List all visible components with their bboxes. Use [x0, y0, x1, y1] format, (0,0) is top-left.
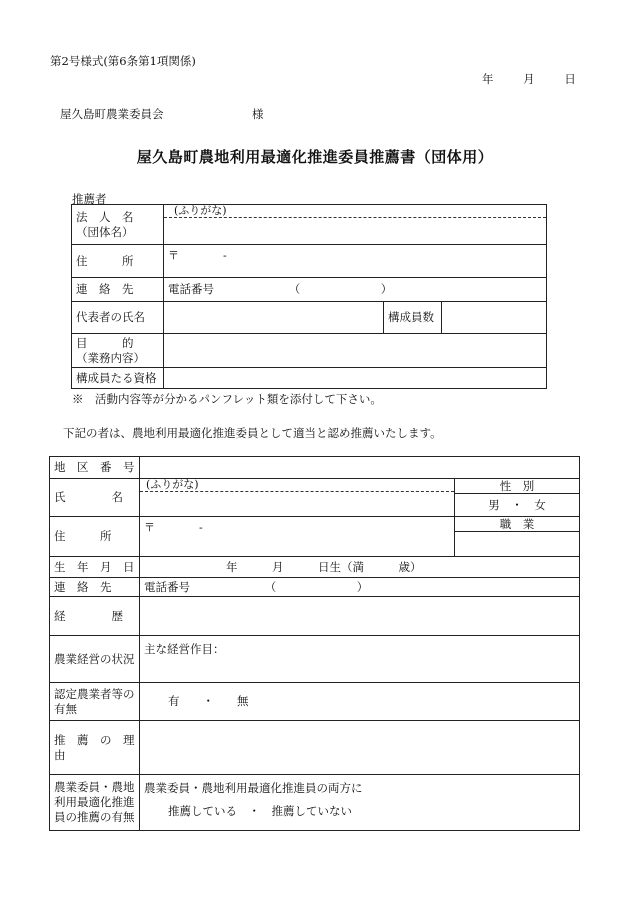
- org-address-label: 住 所: [72, 245, 164, 278]
- rep-name-field[interactable]: [164, 302, 384, 334]
- candidate-phone-field[interactable]: 電話番号 （ ）: [140, 578, 580, 597]
- date-month: 月: [523, 72, 535, 86]
- members-field[interactable]: [442, 302, 547, 334]
- dual-recommendation-field[interactable]: [140, 775, 580, 831]
- org-rep-row: [72, 302, 547, 334]
- org-address-row: [72, 245, 547, 278]
- reason-label: 推 薦 の 理 由: [50, 721, 140, 775]
- rep-name-label: 代表者の氏名: [72, 302, 164, 334]
- members-label: 構成員数: [384, 302, 442, 334]
- gender-options[interactable]: 男 ・ 女: [488, 498, 546, 512]
- birth-row: [50, 557, 580, 578]
- career-label: 経 歴: [50, 597, 140, 636]
- date-year: 年: [482, 72, 494, 86]
- dual-recommendation-options[interactable]: 推薦している ・ 推薦していない: [168, 804, 352, 818]
- occupation-field[interactable]: [455, 532, 579, 556]
- addressee: 屋久島町農業委員会: [60, 107, 164, 121]
- reason-field[interactable]: [140, 721, 580, 775]
- form-number: 第2号様式(第6条第1項関係): [50, 54, 196, 68]
- attachment-note: ※ 活動内容等が分かるパンフレット類を添付して下さい。: [72, 392, 382, 406]
- org-name-label-2: （団体名）: [76, 224, 134, 239]
- org-address-field[interactable]: [164, 245, 547, 278]
- farming-row: [50, 636, 580, 683]
- candidate-address-field[interactable]: [140, 517, 455, 557]
- candidate-postal-mark: 〒 -: [144, 521, 203, 534]
- org-qualification-row: [72, 368, 547, 389]
- page-title: 屋久島町農地利用最適化推進委員推薦書（団体用）: [136, 148, 494, 166]
- candidate-table: [49, 456, 580, 831]
- org-phone-field[interactable]: 電話番号 （ ）: [164, 278, 547, 302]
- candidate-address-label: 住 所: [50, 517, 140, 557]
- org-contact-row: [72, 278, 547, 302]
- candidate-address-row: [50, 517, 580, 557]
- org-name-row: [72, 205, 547, 245]
- qualification-label: 構成員たる資格: [72, 368, 164, 389]
- certified-label: 認定農業者等の有無: [50, 683, 140, 721]
- candidate-name-row: [50, 479, 580, 517]
- recommendation-statement: 下記の者は、農地利用最適化推進委員として適当と認め推薦いたします。: [63, 426, 442, 440]
- certified-options[interactable]: 有 ・ 無: [140, 683, 580, 721]
- dual-recommendation-row: [50, 775, 580, 831]
- birth-field[interactable]: 年 月 日生（満 歳）: [140, 557, 580, 578]
- purpose-label-1: 目 的: [76, 335, 134, 350]
- org-name-field[interactable]: [164, 205, 547, 245]
- purpose-label: [72, 334, 164, 368]
- dual-recommendation-label: 農業委員・農地利用最適化推進員の推薦の有無: [50, 775, 140, 831]
- gender-label: 性 別: [455, 479, 579, 494]
- candidate-furigana: (ふりがな): [140, 479, 454, 492]
- date-line: [482, 71, 576, 87]
- org-contact-label: 連 絡 先: [72, 278, 164, 302]
- occupation-label: 職 業: [455, 517, 579, 532]
- career-field[interactable]: [140, 597, 580, 636]
- district-label: 地 区 番 号: [50, 457, 140, 479]
- recommender-table: [71, 204, 547, 389]
- gender-cell: [455, 479, 580, 517]
- candidate-contact-label: 連 絡 先: [50, 578, 140, 597]
- occupation-cell: [455, 517, 580, 557]
- reason-row: [50, 721, 580, 775]
- candidate-name-field[interactable]: [140, 479, 455, 517]
- org-postal-mark: 〒 -: [168, 249, 227, 262]
- org-furigana: (ふりがな): [164, 205, 546, 218]
- farming-label: 農業経営の状況: [50, 636, 140, 683]
- certified-row: [50, 683, 580, 721]
- purpose-label-2: （業務内容）: [76, 350, 145, 365]
- main-crops-field[interactable]: 主な経営作目：: [140, 636, 580, 683]
- qualification-field[interactable]: [164, 368, 547, 389]
- org-name-label-1: 法 人 名: [76, 209, 134, 224]
- district-row: [50, 457, 580, 479]
- date-day: 日: [564, 72, 576, 86]
- org-name-label: [72, 205, 164, 245]
- career-row: [50, 597, 580, 636]
- birth-label: 生 年 月 日: [50, 557, 140, 578]
- candidate-name-label: 氏 名: [50, 479, 140, 517]
- purpose-field[interactable]: [164, 334, 547, 368]
- candidate-contact-row: [50, 578, 580, 597]
- org-purpose-row: [72, 334, 547, 368]
- dual-recommendation-text: 農業委員・農地利用最適化推進員の両方に: [144, 781, 363, 795]
- honorific: 様: [252, 107, 264, 121]
- recommender-section-label: 推薦者: [72, 192, 107, 206]
- district-field[interactable]: [140, 457, 580, 479]
